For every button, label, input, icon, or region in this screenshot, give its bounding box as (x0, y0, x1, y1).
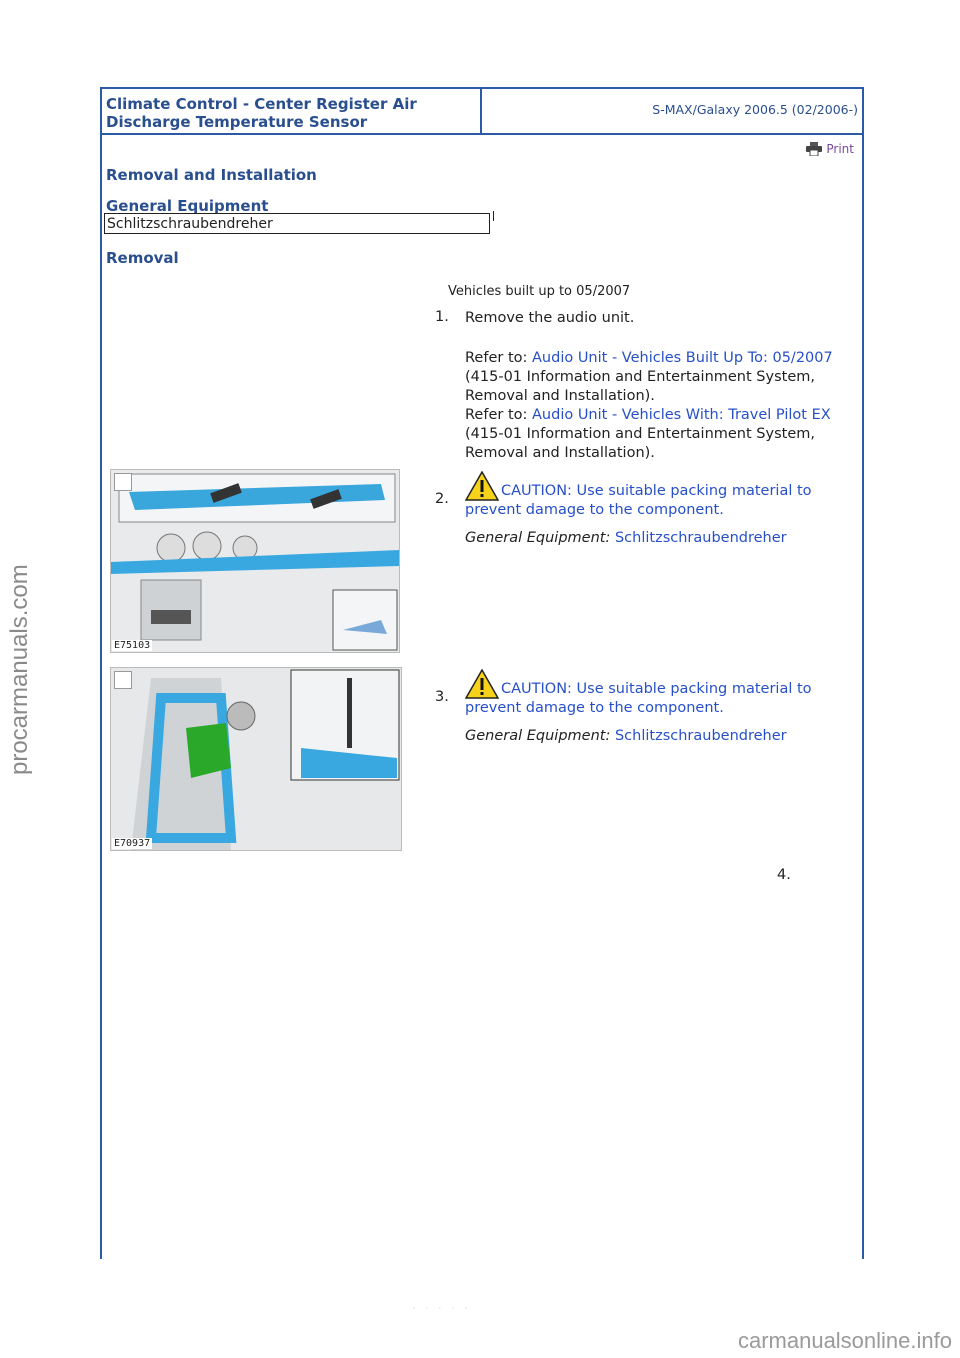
step-2-caution (465, 471, 855, 520)
side-watermark: procarmanuals.com (6, 564, 33, 775)
caution-text: CAUTION: Use suitable packing material to prevent damage to the component. (465, 681, 812, 716)
equipment-link[interactable]: Schlitzschraubendreher (614, 728, 787, 744)
printer-icon (806, 142, 822, 156)
table-divider (493, 211, 494, 221)
dashboard-illustration (111, 470, 399, 652)
equipment-label: General Equipment: (465, 530, 611, 546)
step-2-equipment (465, 529, 855, 548)
warning-icon (465, 669, 499, 699)
general-equipment-heading: General Equipment (106, 197, 269, 215)
vehicles-note: Vehicles built up to 05/2007 (448, 284, 631, 299)
print-label: Print (826, 142, 854, 156)
figure-id: E75103 (114, 640, 151, 651)
ref2-description: (415-01 Information and Entertainment System, Removal and Installation). (465, 426, 815, 461)
console-illustration (111, 668, 401, 850)
step-1-text: Remove the audio unit. (465, 310, 635, 326)
refer-prefix: Refer to: (465, 350, 528, 366)
zoom-icon[interactable] (114, 671, 132, 689)
figure-center-console (110, 667, 402, 851)
print-button[interactable] (806, 142, 854, 156)
step-3-caution (465, 669, 855, 718)
step-number: 3. (435, 689, 449, 705)
step-number: 1. (435, 309, 449, 325)
audio-unit-link-1[interactable]: Audio Unit - Vehicles Built Up To: 05/2007 (532, 350, 833, 366)
zoom-icon[interactable] (114, 473, 132, 491)
step-3-equipment (465, 727, 855, 746)
step-1-references (465, 349, 855, 463)
page-frame (100, 87, 864, 1259)
footer-watermark: carmanualsonline.info (737, 1328, 952, 1353)
warning-icon (465, 471, 499, 501)
figure-dashboard (110, 469, 400, 653)
equipment-label: General Equipment: (465, 728, 611, 744)
ref1-description: (415-01 Information and Entertainment System, Removal and Installation). (465, 369, 815, 404)
caution-text: CAUTION: Use suitable packing material to prevent damage to the component. (465, 483, 812, 518)
header (102, 89, 862, 135)
step-number: 4. (777, 867, 791, 883)
audio-unit-link-2[interactable]: Audio Unit - Vehicles With: Travel Pilot EX (532, 407, 831, 423)
model-label: S-MAX/Galaxy 2006.5 (02/2006-) (652, 102, 858, 117)
page-title: Climate Control - Center Register Air Discharge Temperature Sensor (106, 95, 417, 131)
section-title: Removal and Installation (106, 166, 317, 184)
header-title-cell (102, 89, 482, 133)
equipment-link[interactable]: Schlitzschraubendreher (614, 530, 787, 546)
step-number: 2. (435, 491, 449, 507)
page-number: · · · · · (412, 1302, 471, 1315)
figure-id: E70937 (114, 838, 151, 849)
refer-prefix: Refer to: (465, 407, 528, 423)
general-equipment-item: Schlitzschraubendreher (104, 213, 490, 234)
removal-heading: Removal (106, 249, 179, 267)
